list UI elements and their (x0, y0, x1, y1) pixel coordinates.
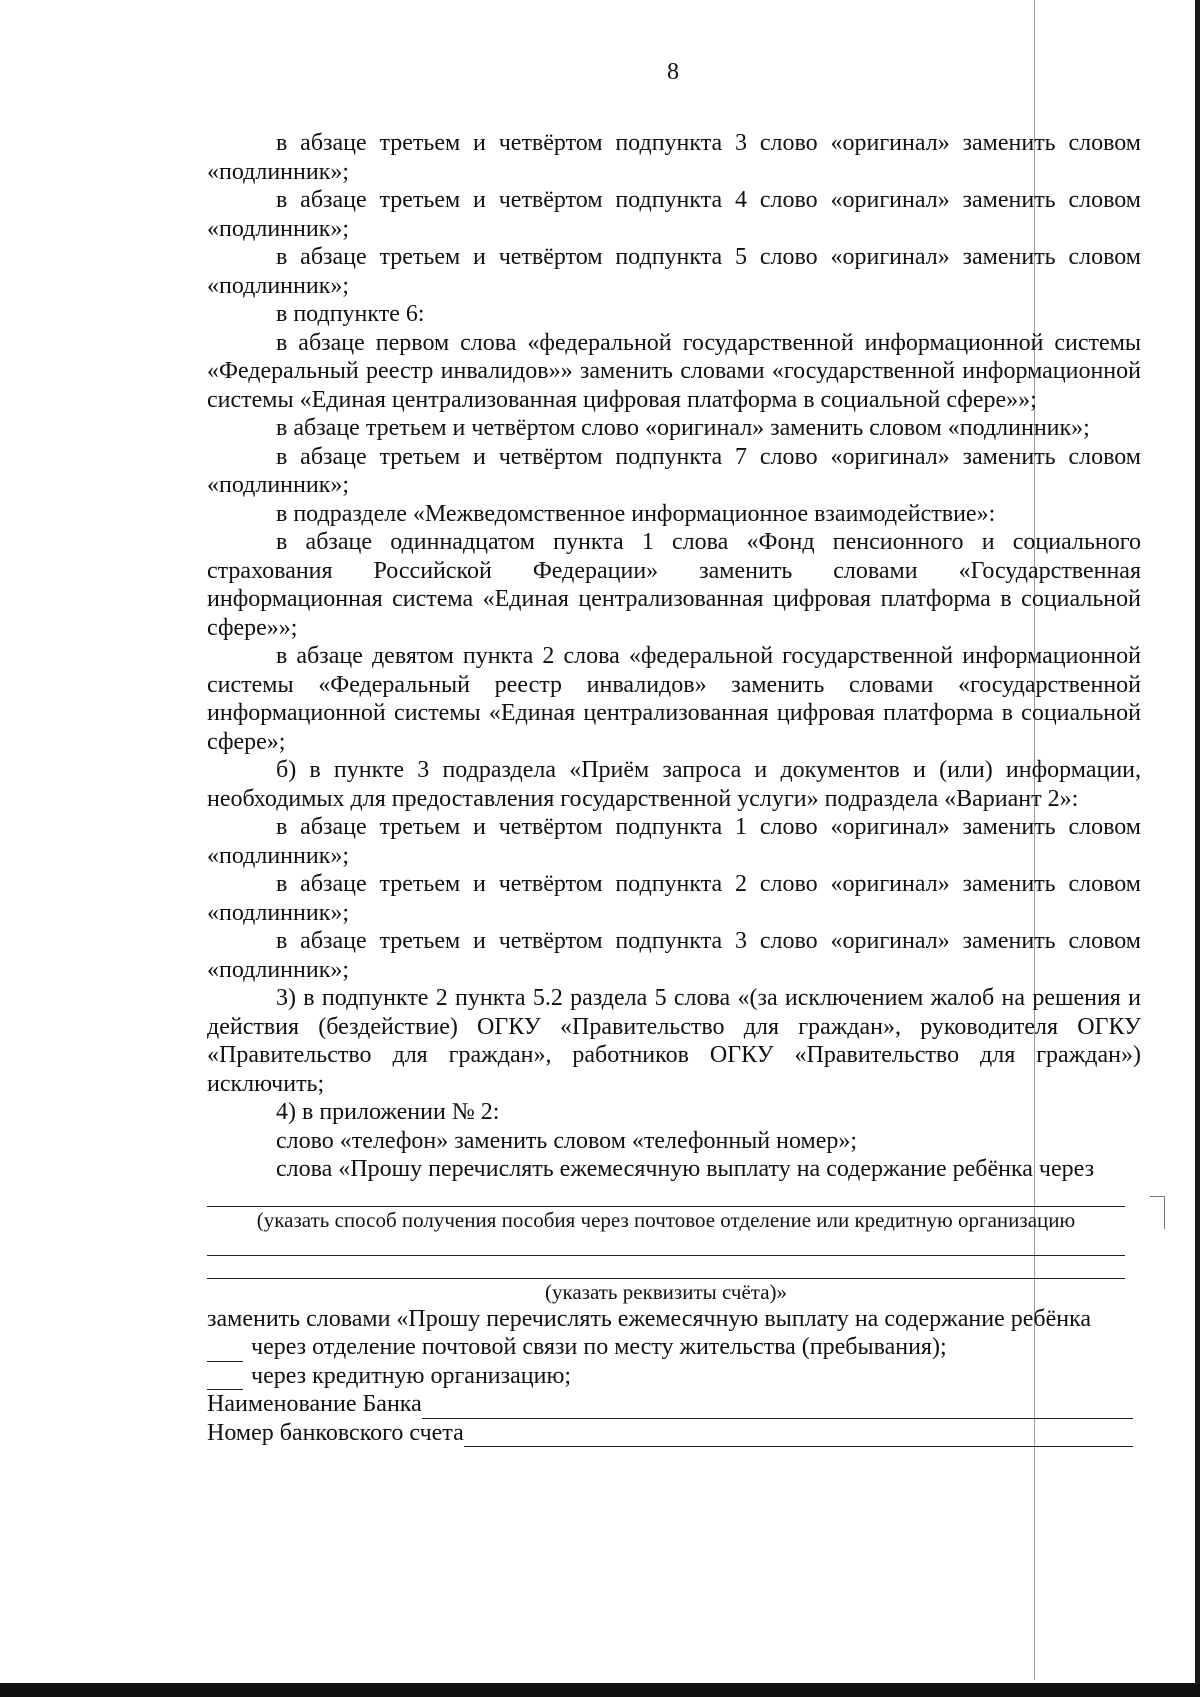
paragraph: в абзаце девятом пункта 2 слова «федеральной государственной информационной системы «Федеральный реестр инвалидов» заменить словами «государственной информационной системы «Единая централизованная цифровая платформа в социальной сфере»; (207, 643, 1141, 755)
paragraph: в абзаце третьем и четвёртом слово «оригинал» заменить словом «подлинник»; (276, 415, 1090, 441)
form-blank-line (207, 1184, 1125, 1207)
page-number: 8 (667, 59, 679, 85)
paragraph: в абзаце третьем и четвёртом подпункта 5 слово «оригинал» заменить словом «подлинник»; (207, 244, 1141, 299)
option-post (207, 1333, 1133, 1362)
paragraph: в абзаце первом слова «федеральной государственной информационной системы «Федеральный реестр инвалидов»» заменить словами «государственной информационной системы «Единая централизованная цифровая платформа в социальной сфере»»; (207, 329, 1141, 413)
option-label: через кредитную организацию; (251, 1362, 572, 1389)
paragraph: в абзаце третьем и четвёртом подпункта 7 слово «оригинал» заменить словом «подлинник»; (207, 443, 1141, 498)
option-credit (207, 1362, 1133, 1391)
paragraph: слово «телефон» заменить словом «телефонный номер»; (276, 1127, 858, 1154)
paragraph: в абзаце третьем и четвёртом подпункта 2 слово «оригинал» заменить словом «подлинник»; (207, 871, 1141, 926)
field-label: Наименование Банка (207, 1391, 422, 1417)
margin-mark (1150, 1196, 1165, 1229)
form-blank-line (207, 1256, 1125, 1279)
paragraph: в подпункте 6: (276, 301, 425, 327)
paragraph: в абзаце третьем и четвёртом подпункта 1 слово «оригинал» заменить словом «подлинник»; (207, 814, 1141, 869)
field-label: Номер банковского счета (207, 1419, 464, 1446)
scan-right-border (1195, 0, 1200, 1697)
paragraph: в абзаце третьем и четвёртом подпункта 4 слово «оригинал» заменить словом «подлинник»; (207, 187, 1141, 242)
document-body (207, 129, 1141, 1447)
paragraph: 4) в приложении № 2: (276, 1099, 500, 1125)
account-caption: (указать реквизиты счёта)» (544, 1279, 788, 1304)
method-caption: (указать способ получения пособия через почтовое отделение или кредитную организацию (256, 1207, 1076, 1232)
paragraph: в подразделе «Межведомственное информационное взаимодействие»: (276, 500, 996, 527)
paragraph: б) в пункте 3 подраздела «Приём запроса и документов и (или) информации, необходимых для предоставления государственной услуги» подраздела «Вариант 2»: (207, 757, 1141, 812)
option-blank (207, 1367, 243, 1390)
bank-name-field (207, 1390, 1133, 1419)
paragraph: в абзаце третьем и четвёртом подпункта 3 слово «оригинал» заменить словом «подлинник»; (207, 130, 1141, 185)
scan-bottom-border (0, 1683, 1200, 1697)
paragraph: 3) в подпункте 2 пункта 5.2 раздела 5 слова «(за исключением жалоб на решения и действия (бездействие) ОГКУ «Правительство для граждан», руководителя ОГКУ «Правительство для граждан», работников ОГКУ «Правительство для граждан») исключить; (207, 985, 1141, 1097)
paragraph: в абзаце третьем и четвёртом подпункта 3 слово «оригинал» заменить словом «подлинник»; (207, 928, 1141, 983)
replace-paragraph: заменить словами «Прошу перечислять ежемесячную выплату на содержание ребёнка (207, 1305, 1092, 1332)
option-label: через отделение почтовой связи по месту жительства (пребывания); (251, 1334, 947, 1360)
option-blank (207, 1339, 243, 1362)
account-number-field (207, 1419, 1133, 1448)
field-blank-line (422, 1396, 1133, 1419)
form-blank-line (207, 1233, 1125, 1256)
field-blank-line (464, 1424, 1133, 1447)
paragraph: слова «Прошу перечислять ежемесячную выплату на содержание ребёнка через (276, 1156, 1095, 1182)
paragraph: в абзаце одиннадцатом пункта 1 слова «Фонд пенсионного и социального страхования Российской Федерации» заменить словами «Государственная информационная система «Единая централизованная цифровая платформа в социальной сфере»»; (207, 529, 1141, 641)
